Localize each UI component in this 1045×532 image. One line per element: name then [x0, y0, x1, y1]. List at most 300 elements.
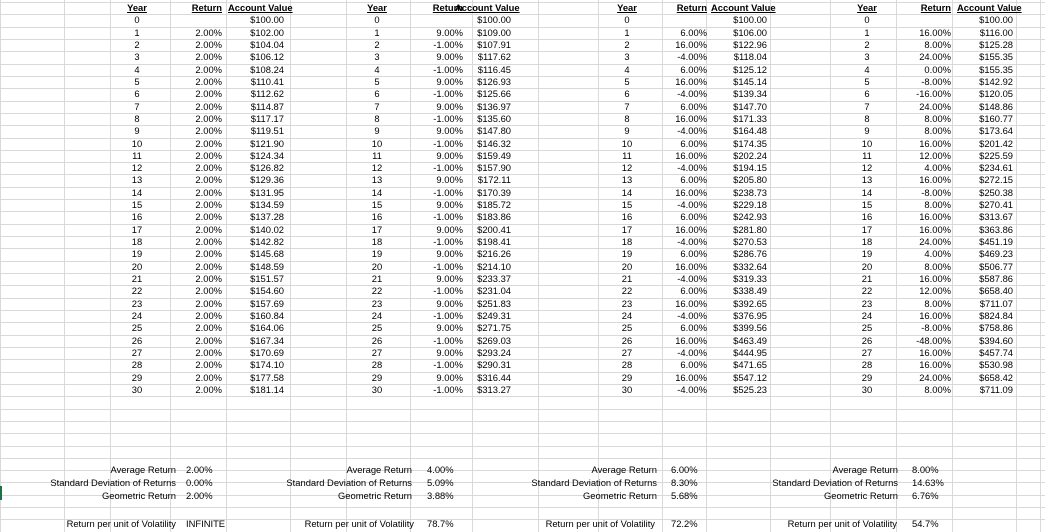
- account-value-cell[interactable]: $174.35: [733, 138, 767, 149]
- return-cell[interactable]: 6.00%: [680, 138, 707, 149]
- account-value-cell[interactable]: $177.58: [250, 372, 284, 383]
- stat-value[interactable]: 4.00%: [427, 464, 454, 475]
- account-value-cell[interactable]: $170.39: [477, 187, 511, 198]
- account-value-cell[interactable]: $392.65: [733, 298, 767, 309]
- year-cell[interactable]: 28: [371, 359, 383, 370]
- return-cell[interactable]: 8.00%: [924, 384, 951, 395]
- return-cell[interactable]: -1.00%: [433, 335, 463, 346]
- volatility-label[interactable]: Return per unit of Volatility: [66, 518, 176, 529]
- year-cell[interactable]: 16: [861, 211, 873, 222]
- account-value-cell[interactable]: $120.05: [979, 88, 1013, 99]
- account-value-cell[interactable]: $251.83: [477, 298, 511, 309]
- year-cell[interactable]: 3: [374, 51, 380, 62]
- return-cell[interactable]: 2.00%: [195, 310, 222, 321]
- volatility-value[interactable]: 78.7%: [427, 518, 454, 529]
- year-cell[interactable]: 30: [131, 384, 143, 395]
- account-value-cell[interactable]: $658.42: [979, 372, 1013, 383]
- account-value-cell[interactable]: $151.57: [250, 273, 284, 284]
- account-value-cell[interactable]: $194.15: [733, 162, 767, 173]
- account-value-cell[interactable]: $281.80: [733, 224, 767, 235]
- volatility-label[interactable]: Return per unit of Volatility: [787, 518, 897, 529]
- return-cell[interactable]: 9.00%: [436, 372, 463, 383]
- account-value-cell[interactable]: $170.69: [250, 347, 284, 358]
- year-cell[interactable]: 30: [861, 384, 873, 395]
- year-cell[interactable]: 26: [371, 335, 383, 346]
- return-cell[interactable]: 9.00%: [436, 273, 463, 284]
- year-cell[interactable]: 10: [861, 138, 873, 149]
- account-value-cell[interactable]: $164.48: [733, 125, 767, 136]
- stat-value[interactable]: 3.88%: [427, 490, 454, 501]
- return-cell[interactable]: 9.00%: [436, 76, 463, 87]
- return-cell[interactable]: 16.00%: [919, 174, 951, 185]
- account-value-cell[interactable]: $171.33: [733, 113, 767, 124]
- year-cell[interactable]: 19: [861, 248, 873, 259]
- return-cell[interactable]: 9.00%: [436, 51, 463, 62]
- return-cell[interactable]: 2.00%: [195, 76, 222, 87]
- return-cell[interactable]: 6.00%: [680, 64, 707, 75]
- year-cell[interactable]: 5: [864, 76, 870, 87]
- return-cell[interactable]: -1.00%: [433, 162, 463, 173]
- account-value-cell[interactable]: $711.07: [979, 298, 1013, 309]
- return-cell[interactable]: 8.00%: [924, 261, 951, 272]
- account-value-cell[interactable]: $205.80: [733, 174, 767, 185]
- return-header[interactable]: Return: [920, 2, 951, 13]
- account-value-cell[interactable]: $506.77: [979, 261, 1013, 272]
- account-value-cell[interactable]: $399.56: [733, 322, 767, 333]
- year-cell[interactable]: 20: [861, 261, 873, 272]
- year-cell[interactable]: 11: [862, 150, 872, 161]
- stat-label[interactable]: Average Return: [591, 464, 657, 475]
- account-value-cell[interactable]: $125.12: [733, 64, 767, 75]
- year-cell[interactable]: 10: [621, 138, 633, 149]
- return-cell[interactable]: 16.00%: [919, 347, 951, 358]
- year-cell[interactable]: 27: [371, 347, 383, 358]
- year-cell[interactable]: 3: [134, 51, 140, 62]
- year-cell[interactable]: 3: [624, 51, 630, 62]
- return-cell[interactable]: 2.00%: [195, 174, 222, 185]
- return-cell[interactable]: 6.00%: [680, 285, 707, 296]
- year-cell[interactable]: 6: [134, 88, 140, 99]
- return-cell[interactable]: 4.00%: [924, 162, 951, 173]
- year-cell[interactable]: 27: [621, 347, 633, 358]
- account-value-cell[interactable]: $139.34: [733, 88, 767, 99]
- account-value-cell[interactable]: $286.76: [733, 248, 767, 259]
- year-cell[interactable]: 12: [371, 162, 383, 173]
- account-value-cell[interactable]: $148.86: [979, 101, 1013, 112]
- account-value-cell[interactable]: $125.66: [477, 88, 511, 99]
- return-cell[interactable]: 2.00%: [195, 261, 222, 272]
- year-cell[interactable]: 6: [374, 88, 380, 99]
- account-value-header[interactable]: Account Value: [957, 2, 1022, 13]
- account-value-cell[interactable]: $129.36: [250, 174, 284, 185]
- year-cell[interactable]: 10: [131, 138, 143, 149]
- return-cell[interactable]: [659, 14, 707, 26]
- return-cell[interactable]: 2.00%: [195, 248, 222, 259]
- account-value-cell[interactable]: $117.17: [250, 113, 284, 124]
- account-value-header[interactable]: Account Value: [711, 2, 776, 13]
- account-value-cell[interactable]: $126.82: [250, 162, 284, 173]
- account-value-cell[interactable]: $102.00: [250, 27, 284, 38]
- return-cell[interactable]: 2.00%: [195, 162, 222, 173]
- account-value-cell[interactable]: $160.77: [979, 113, 1013, 124]
- year-cell[interactable]: 28: [131, 359, 143, 370]
- year-cell[interactable]: 25: [861, 322, 873, 333]
- account-value-cell[interactable]: $142.82: [250, 236, 284, 247]
- year-cell[interactable]: 8: [134, 113, 140, 124]
- return-cell[interactable]: 6.00%: [680, 359, 707, 370]
- year-cell[interactable]: 14: [621, 187, 633, 198]
- stat-label[interactable]: Average Return: [110, 464, 176, 475]
- year-cell[interactable]: 13: [371, 174, 383, 185]
- year-cell[interactable]: 0: [134, 14, 140, 25]
- return-cell[interactable]: 16.00%: [675, 39, 707, 50]
- year-cell[interactable]: 30: [371, 384, 383, 395]
- return-cell[interactable]: 16.00%: [919, 211, 951, 222]
- year-header[interactable]: Year: [857, 2, 877, 13]
- return-cell[interactable]: 8.00%: [924, 298, 951, 309]
- account-value-cell[interactable]: $269.03: [477, 335, 511, 346]
- return-cell[interactable]: -8.00%: [921, 187, 951, 198]
- year-cell[interactable]: 11: [622, 150, 632, 161]
- account-value-cell[interactable]: $106.12: [250, 51, 284, 62]
- year-cell[interactable]: 5: [624, 76, 630, 87]
- account-value-cell[interactable]: $174.10: [250, 359, 284, 370]
- year-cell[interactable]: 12: [621, 162, 633, 173]
- year-cell[interactable]: 1: [134, 27, 140, 38]
- year-cell[interactable]: 29: [621, 372, 633, 383]
- account-value-cell[interactable]: $104.04: [250, 39, 284, 50]
- account-value-cell[interactable]: $233.37: [477, 273, 511, 284]
- account-value-cell[interactable]: $112.62: [250, 88, 284, 99]
- return-cell[interactable]: 2.00%: [195, 236, 222, 247]
- return-cell[interactable]: 9.00%: [436, 248, 463, 259]
- account-value-cell[interactable]: $142.92: [979, 76, 1013, 87]
- year-cell[interactable]: 21: [131, 273, 143, 284]
- account-value-cell[interactable]: $108.24: [250, 64, 284, 75]
- account-value-cell[interactable]: $525.23: [733, 384, 767, 395]
- account-value-cell[interactable]: $313.67: [979, 211, 1013, 222]
- account-value-cell[interactable]: $293.24: [477, 347, 511, 358]
- account-value-cell[interactable]: $271.75: [477, 322, 511, 333]
- account-value-cell[interactable]: $338.49: [733, 285, 767, 296]
- stat-label[interactable]: Standard Deviation of Returns: [772, 477, 898, 488]
- account-value-cell[interactable]: $463.49: [733, 335, 767, 346]
- year-cell[interactable]: 22: [861, 285, 873, 296]
- return-cell[interactable]: -4.00%: [677, 199, 707, 210]
- volatility-value[interactable]: 54.7%: [912, 518, 939, 529]
- year-cell[interactable]: 21: [861, 273, 873, 284]
- return-cell[interactable]: -8.00%: [921, 322, 951, 333]
- year-cell[interactable]: 7: [864, 101, 870, 112]
- account-value-cell[interactable]: $234.61: [979, 162, 1013, 173]
- return-cell[interactable]: 2.00%: [195, 150, 222, 161]
- return-cell[interactable]: [903, 14, 951, 26]
- stat-value[interactable]: 0.00%: [186, 477, 213, 488]
- account-value-cell[interactable]: $117.62: [477, 51, 511, 62]
- year-cell[interactable]: 12: [861, 162, 873, 173]
- account-value-cell[interactable]: $587.86: [979, 273, 1013, 284]
- year-cell[interactable]: 2: [864, 39, 870, 50]
- year-cell[interactable]: 6: [624, 88, 630, 99]
- year-cell[interactable]: 29: [861, 372, 873, 383]
- volatility-label[interactable]: Return per unit of Volatility: [545, 518, 655, 529]
- return-cell[interactable]: 24.00%: [919, 372, 951, 383]
- return-cell[interactable]: 6.00%: [680, 248, 707, 259]
- account-value-cell[interactable]: $198.41: [477, 236, 511, 247]
- return-cell[interactable]: 8.00%: [924, 199, 951, 210]
- year-cell[interactable]: 19: [371, 248, 383, 259]
- account-value-cell[interactable]: $290.31: [477, 359, 511, 370]
- account-value-cell[interactable]: $116.00: [979, 27, 1013, 38]
- year-cell[interactable]: 9: [374, 125, 380, 136]
- return-cell[interactable]: -1.00%: [433, 261, 463, 272]
- return-cell[interactable]: -1.00%: [433, 359, 463, 370]
- return-cell[interactable]: 9.00%: [436, 174, 463, 185]
- account-value-cell[interactable]: $201.42: [979, 138, 1013, 149]
- year-cell[interactable]: 11: [132, 150, 142, 161]
- account-value-cell[interactable]: $136.97: [477, 101, 511, 112]
- year-cell[interactable]: 20: [621, 261, 633, 272]
- year-cell[interactable]: 16: [621, 211, 633, 222]
- account-value-cell[interactable]: $155.35: [979, 64, 1013, 75]
- return-cell[interactable]: 24.00%: [919, 236, 951, 247]
- return-cell[interactable]: 8.00%: [924, 125, 951, 136]
- year-cell[interactable]: 28: [621, 359, 633, 370]
- year-cell[interactable]: 30: [621, 384, 633, 395]
- return-cell[interactable]: 12.00%: [919, 285, 951, 296]
- year-cell[interactable]: 9: [134, 125, 140, 136]
- year-cell[interactable]: 0: [624, 14, 630, 25]
- account-value-cell[interactable]: $157.90: [477, 162, 511, 173]
- return-cell[interactable]: -4.00%: [677, 273, 707, 284]
- stat-label[interactable]: Geometric Return: [338, 490, 412, 501]
- return-cell[interactable]: 2.00%: [195, 27, 222, 38]
- account-value-cell[interactable]: $109.00: [477, 27, 511, 38]
- return-cell[interactable]: 2.00%: [195, 39, 222, 50]
- year-cell[interactable]: 14: [131, 187, 143, 198]
- account-value-cell[interactable]: $530.98: [979, 359, 1013, 370]
- year-cell[interactable]: 25: [371, 322, 383, 333]
- year-cell[interactable]: 17: [371, 224, 383, 235]
- return-cell[interactable]: -4.00%: [677, 88, 707, 99]
- stat-value[interactable]: 6.76%: [912, 490, 939, 501]
- volatility-value[interactable]: 72.2%: [671, 518, 698, 529]
- year-cell[interactable]: 26: [861, 335, 873, 346]
- year-cell[interactable]: 17: [131, 224, 143, 235]
- return-cell[interactable]: 16.00%: [919, 273, 951, 284]
- account-value-cell[interactable]: $100.00: [250, 14, 284, 25]
- return-cell[interactable]: 6.00%: [680, 27, 707, 38]
- year-cell[interactable]: 8: [624, 113, 630, 124]
- year-cell[interactable]: 14: [371, 187, 383, 198]
- account-value-cell[interactable]: $547.12: [733, 372, 767, 383]
- return-cell[interactable]: -48.00%: [916, 335, 951, 346]
- account-value-cell[interactable]: $100.00: [979, 14, 1013, 25]
- return-cell[interactable]: 9.00%: [436, 347, 463, 358]
- return-cell[interactable]: -4.00%: [677, 384, 707, 395]
- return-cell[interactable]: -1.00%: [433, 138, 463, 149]
- return-cell[interactable]: 0.00%: [924, 64, 951, 75]
- account-value-cell[interactable]: $181.14: [250, 384, 284, 395]
- year-cell[interactable]: 9: [624, 125, 630, 136]
- return-cell[interactable]: -16.00%: [916, 88, 951, 99]
- year-cell[interactable]: 23: [371, 298, 383, 309]
- return-cell[interactable]: 9.00%: [436, 125, 463, 136]
- account-value-cell[interactable]: $167.34: [250, 335, 284, 346]
- year-cell[interactable]: 13: [861, 174, 873, 185]
- year-header[interactable]: Year: [127, 2, 147, 13]
- account-value-cell[interactable]: $249.31: [477, 310, 511, 321]
- return-cell[interactable]: 2.00%: [195, 64, 222, 75]
- return-cell[interactable]: 8.00%: [924, 39, 951, 50]
- stat-label[interactable]: Standard Deviation of Returns: [286, 477, 412, 488]
- account-value-cell[interactable]: $229.18: [733, 199, 767, 210]
- year-cell[interactable]: 1: [864, 27, 870, 38]
- account-value-cell[interactable]: $124.34: [250, 150, 284, 161]
- year-cell[interactable]: 24: [861, 310, 873, 321]
- year-cell[interactable]: 21: [371, 273, 383, 284]
- return-cell[interactable]: 9.00%: [436, 27, 463, 38]
- account-value-cell[interactable]: $164.06: [250, 322, 284, 333]
- account-value-cell[interactable]: $658.40: [979, 285, 1013, 296]
- account-value-cell[interactable]: $125.28: [979, 39, 1013, 50]
- return-cell[interactable]: -4.00%: [677, 162, 707, 173]
- year-cell[interactable]: 25: [621, 322, 633, 333]
- return-header[interactable]: Return: [432, 2, 463, 13]
- account-value-cell[interactable]: $457.74: [979, 347, 1013, 358]
- year-cell[interactable]: 19: [621, 248, 633, 259]
- return-cell[interactable]: 16.00%: [675, 298, 707, 309]
- account-value-cell[interactable]: $758.86: [979, 322, 1013, 333]
- account-value-cell[interactable]: $250.38: [979, 187, 1013, 198]
- year-cell[interactable]: 13: [621, 174, 633, 185]
- return-cell[interactable]: 16.00%: [919, 359, 951, 370]
- account-value-cell[interactable]: $134.59: [250, 199, 284, 210]
- account-value-cell[interactable]: $376.95: [733, 310, 767, 321]
- year-cell[interactable]: 26: [131, 335, 143, 346]
- account-value-cell[interactable]: $126.93: [477, 76, 511, 87]
- year-cell[interactable]: 8: [374, 113, 380, 124]
- year-cell[interactable]: 27: [861, 347, 873, 358]
- year-cell[interactable]: 24: [131, 310, 143, 321]
- year-cell[interactable]: 7: [374, 101, 380, 112]
- year-cell[interactable]: 7: [624, 101, 630, 112]
- year-cell[interactable]: 1: [624, 27, 630, 38]
- return-cell[interactable]: [174, 14, 222, 26]
- account-value-cell[interactable]: $137.28: [250, 211, 284, 222]
- year-cell[interactable]: 28: [861, 359, 873, 370]
- account-value-cell[interactable]: $107.91: [477, 39, 511, 50]
- return-cell[interactable]: -1.00%: [433, 113, 463, 124]
- year-cell[interactable]: 18: [621, 236, 633, 247]
- year-cell[interactable]: 0: [374, 14, 380, 25]
- year-cell[interactable]: 25: [131, 322, 143, 333]
- account-value-cell[interactable]: $216.26: [477, 248, 511, 259]
- account-value-cell[interactable]: $116.45: [477, 64, 511, 75]
- return-cell[interactable]: 2.00%: [195, 101, 222, 112]
- return-cell[interactable]: 2.00%: [195, 322, 222, 333]
- account-value-cell[interactable]: $319.33: [733, 273, 767, 284]
- year-cell[interactable]: 23: [621, 298, 633, 309]
- stat-label[interactable]: Geometric Return: [102, 490, 176, 501]
- stat-value[interactable]: 8.00%: [912, 464, 939, 475]
- stat-label[interactable]: Average Return: [832, 464, 898, 475]
- year-cell[interactable]: 5: [134, 76, 140, 87]
- stat-label[interactable]: Standard Deviation of Returns: [50, 477, 176, 488]
- year-cell[interactable]: 19: [131, 248, 143, 259]
- year-cell[interactable]: 22: [371, 285, 383, 296]
- return-cell[interactable]: -1.00%: [433, 384, 463, 395]
- account-value-cell[interactable]: $200.41: [477, 224, 511, 235]
- year-cell[interactable]: 18: [131, 236, 143, 247]
- return-cell[interactable]: 2.00%: [195, 211, 222, 222]
- return-cell[interactable]: 2.00%: [195, 51, 222, 62]
- account-value-cell[interactable]: $316.44: [477, 372, 511, 383]
- account-value-cell[interactable]: $155.35: [979, 51, 1013, 62]
- year-cell[interactable]: 2: [374, 39, 380, 50]
- return-cell[interactable]: 9.00%: [436, 199, 463, 210]
- account-value-cell[interactable]: $444.95: [733, 347, 767, 358]
- volatility-value[interactable]: INFINITE: [186, 518, 226, 529]
- year-cell[interactable]: 27: [131, 347, 143, 358]
- year-cell[interactable]: 9: [864, 125, 870, 136]
- return-cell[interactable]: 2.00%: [195, 285, 222, 296]
- return-header[interactable]: Return: [676, 2, 707, 13]
- return-cell[interactable]: 4.00%: [924, 248, 951, 259]
- return-cell[interactable]: 24.00%: [919, 51, 951, 62]
- return-cell[interactable]: 9.00%: [436, 150, 463, 161]
- account-value-cell[interactable]: $118.04: [733, 51, 767, 62]
- return-cell[interactable]: 2.00%: [195, 138, 222, 149]
- return-cell[interactable]: 2.00%: [195, 88, 222, 99]
- account-value-cell[interactable]: $363.86: [979, 224, 1013, 235]
- return-cell[interactable]: 16.00%: [675, 372, 707, 383]
- return-cell[interactable]: 9.00%: [436, 224, 463, 235]
- return-cell[interactable]: 9.00%: [436, 298, 463, 309]
- stat-label[interactable]: Standard Deviation of Returns: [531, 477, 657, 488]
- return-cell[interactable]: 8.00%: [924, 113, 951, 124]
- year-cell[interactable]: 16: [371, 211, 383, 222]
- year-cell[interactable]: 4: [624, 64, 630, 75]
- account-value-cell[interactable]: $242.93: [733, 211, 767, 222]
- return-cell[interactable]: 16.00%: [675, 261, 707, 272]
- account-value-cell[interactable]: $146.32: [477, 138, 511, 149]
- return-cell[interactable]: 24.00%: [919, 101, 951, 112]
- account-value-cell[interactable]: $231.04: [477, 285, 511, 296]
- year-cell[interactable]: 14: [861, 187, 873, 198]
- year-cell[interactable]: 29: [131, 372, 143, 383]
- account-value-cell[interactable]: $225.59: [979, 150, 1013, 161]
- year-cell[interactable]: 20: [131, 261, 143, 272]
- account-value-cell[interactable]: $332.64: [733, 261, 767, 272]
- account-value-cell[interactable]: $121.90: [250, 138, 284, 149]
- year-cell[interactable]: 15: [131, 199, 143, 210]
- stat-value[interactable]: 6.00%: [671, 464, 698, 475]
- year-cell[interactable]: 4: [374, 64, 380, 75]
- year-cell[interactable]: 3: [864, 51, 870, 62]
- year-cell[interactable]: 24: [621, 310, 633, 321]
- return-cell[interactable]: 2.00%: [195, 384, 222, 395]
- account-value-cell[interactable]: $106.00: [733, 27, 767, 38]
- account-value-cell[interactable]: $313.27: [477, 384, 511, 395]
- return-cell[interactable]: 6.00%: [680, 322, 707, 333]
- account-value-cell[interactable]: $140.02: [250, 224, 284, 235]
- return-cell[interactable]: 16.00%: [675, 224, 707, 235]
- return-cell[interactable]: 16.00%: [919, 310, 951, 321]
- return-cell[interactable]: 2.00%: [195, 273, 222, 284]
- account-value-cell[interactable]: $202.24: [733, 150, 767, 161]
- return-cell[interactable]: -1.00%: [433, 236, 463, 247]
